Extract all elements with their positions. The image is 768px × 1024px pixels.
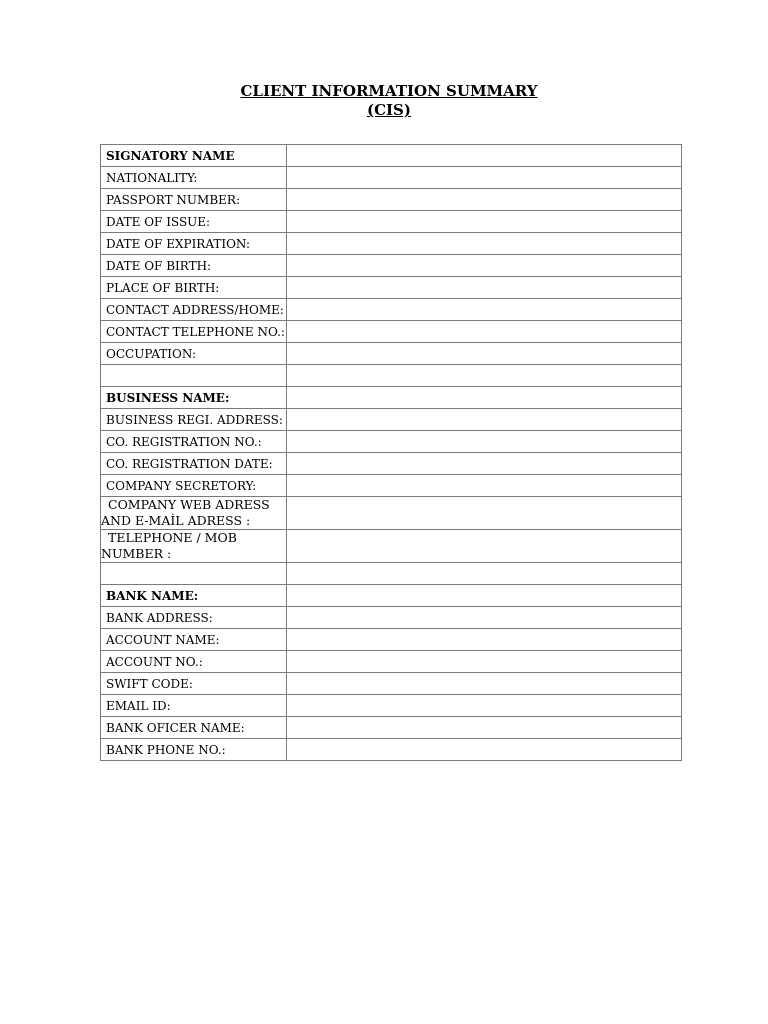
signatory-name-label: SIGNATORY NAME: [101, 145, 287, 167]
table-row: [101, 233, 682, 255]
table-row: [101, 629, 682, 651]
contact-telephone-label: CONTACT TELEPHONE NO.:: [101, 321, 287, 343]
bank-address-field[interactable]: [287, 607, 682, 629]
table-row: [101, 299, 682, 321]
table-row: [101, 585, 682, 607]
swift-code-label: SWIFT CODE:: [101, 673, 287, 695]
spacer-cell: [287, 563, 682, 585]
spacer-cell: [287, 365, 682, 387]
table-row: [101, 321, 682, 343]
company-web-address-field[interactable]: [287, 497, 682, 530]
business-name-label: BUSINESS NAME:: [101, 387, 287, 409]
contact-address-field[interactable]: [287, 299, 682, 321]
table-row: [101, 211, 682, 233]
bank-phone-no-field[interactable]: [287, 739, 682, 761]
co-registration-no-label: CO. REGISTRATION NO.:: [101, 431, 287, 453]
spacer-row: [101, 365, 682, 387]
document-title: [0, 82, 768, 120]
spacer-row: [101, 563, 682, 585]
table-row: [101, 431, 682, 453]
table-row: [101, 453, 682, 475]
business-name-field[interactable]: [287, 387, 682, 409]
business-address-label: BUSINESS REGI. ADDRESS:: [101, 409, 287, 431]
contact-address-label: CONTACT ADDRESS/HOME:: [101, 299, 287, 321]
bank-name-label: BANK NAME:: [101, 585, 287, 607]
title-line-1: CLIENT INFORMATION SUMMARY: [240, 82, 538, 100]
place-of-birth-label: PLACE OF BIRTH:: [101, 277, 287, 299]
occupation-label: OCCUPATION:: [101, 343, 287, 365]
passport-number-field[interactable]: [287, 189, 682, 211]
bank-address-label: BANK ADDRESS:: [101, 607, 287, 629]
label-line: AND E-MAİL ADRESS :: [101, 513, 251, 528]
account-no-label: ACCOUNT NO.:: [101, 651, 287, 673]
passport-number-label: PASSPORT NUMBER:: [101, 189, 287, 211]
table-row: [101, 409, 682, 431]
table-row: [101, 651, 682, 673]
contact-telephone-field[interactable]: [287, 321, 682, 343]
table-row: [101, 739, 682, 761]
date-of-expiration-label: DATE OF EXPIRATION:: [101, 233, 287, 255]
client-info-table: [100, 144, 682, 761]
title-line-2: (CIS): [367, 101, 411, 119]
nationality-label: NATIONALITY:: [101, 167, 287, 189]
business-address-field[interactable]: [287, 409, 682, 431]
telephone-mob-label: [101, 530, 287, 563]
signatory-name-field[interactable]: [287, 145, 682, 167]
table-row: [101, 145, 682, 167]
nationality-field[interactable]: [287, 167, 682, 189]
occupation-field[interactable]: [287, 343, 682, 365]
table-row: [101, 530, 682, 563]
account-name-label: ACCOUNT NAME:: [101, 629, 287, 651]
table-row: [101, 277, 682, 299]
date-of-birth-field[interactable]: [287, 255, 682, 277]
date-of-issue-field[interactable]: [287, 211, 682, 233]
table-row: [101, 189, 682, 211]
bank-officer-name-field[interactable]: [287, 717, 682, 739]
co-registration-date-label: CO. REGISTRATION DATE:: [101, 453, 287, 475]
co-registration-date-field[interactable]: [287, 453, 682, 475]
date-of-birth-label: DATE OF BIRTH:: [101, 255, 287, 277]
table-row: [101, 695, 682, 717]
table-row: [101, 497, 682, 530]
company-secretary-label: COMPANY SECRETORY:: [101, 475, 287, 497]
company-secretary-field[interactable]: [287, 475, 682, 497]
table-row: [101, 717, 682, 739]
table-row: [101, 475, 682, 497]
telephone-mob-field[interactable]: [287, 530, 682, 563]
email-id-field[interactable]: [287, 695, 682, 717]
table-row: [101, 607, 682, 629]
co-registration-no-field[interactable]: [287, 431, 682, 453]
spacer-cell: [101, 563, 287, 585]
bank-name-field[interactable]: [287, 585, 682, 607]
label-line: TELEPHONE / MOB: [108, 530, 237, 545]
bank-phone-no-label: BANK PHONE NO.:: [101, 739, 287, 761]
table-row: [101, 673, 682, 695]
date-of-expiration-field[interactable]: [287, 233, 682, 255]
account-no-field[interactable]: [287, 651, 682, 673]
email-id-label: EMAIL ID:: [101, 695, 287, 717]
label-line: NUMBER :: [101, 546, 172, 561]
date-of-issue-label: DATE OF ISSUE:: [101, 211, 287, 233]
bank-officer-name-label: BANK OFICER NAME:: [101, 717, 287, 739]
table-row: [101, 387, 682, 409]
swift-code-field[interactable]: [287, 673, 682, 695]
account-name-field[interactable]: [287, 629, 682, 651]
company-web-address-label: [101, 497, 287, 530]
table-row: [101, 167, 682, 189]
spacer-cell: [101, 365, 287, 387]
label-line: COMPANY WEB ADRESS: [108, 497, 270, 512]
place-of-birth-field[interactable]: [287, 277, 682, 299]
table-row: [101, 255, 682, 277]
table-row: [101, 343, 682, 365]
